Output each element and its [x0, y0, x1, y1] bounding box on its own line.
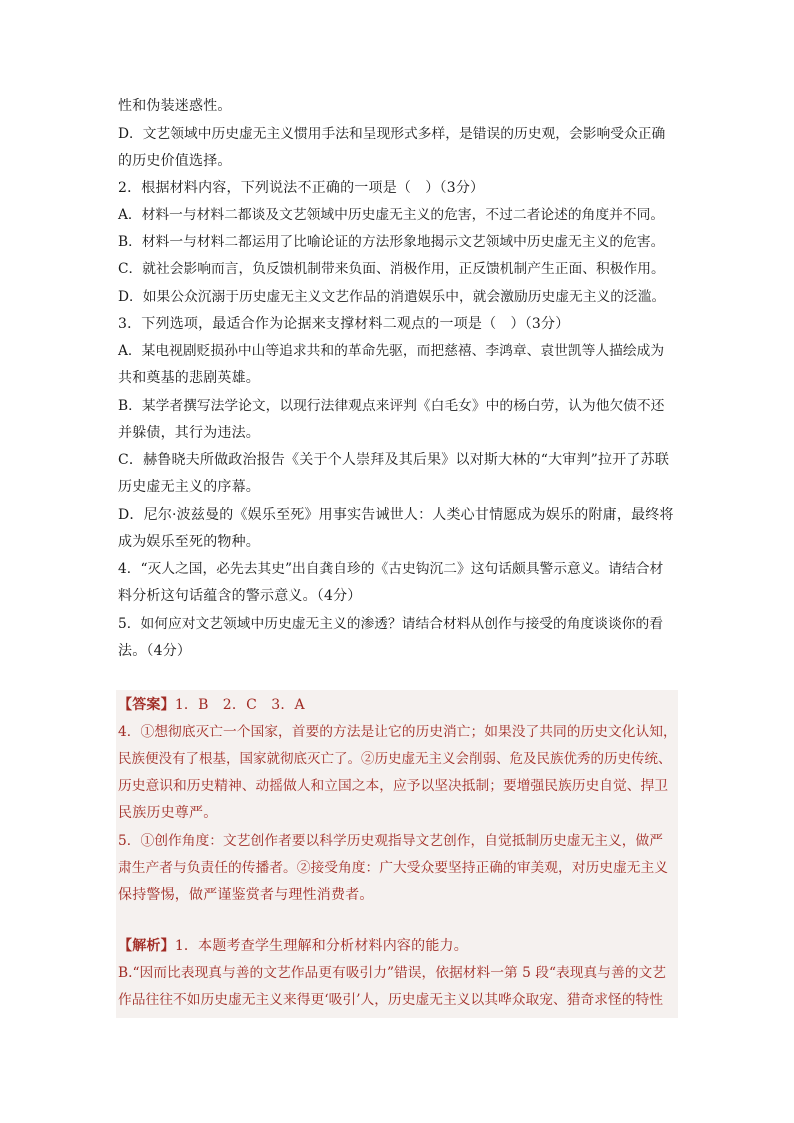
- question-3-option-b-cont: 并躲债，其行为违法。: [118, 425, 260, 441]
- analysis-tag: 【解析】: [118, 938, 175, 954]
- analysis-line: 作品往往不如历史虚无主义来得更‘吸引’人，历史虚无主义以其哗众取宠、猎奇求怪的特性: [118, 992, 663, 1008]
- answer-5-line: 5．①创作角度：文艺创作者要以科学历史观指导文艺创作，自觉抵制历史虚无主义，做严: [118, 833, 664, 849]
- question-3-option-a: A．某电视剧贬损孙中山等追求共和的革命先驱，而把慈禧、李鸿章、袁世凯等人描绘成为: [118, 343, 665, 359]
- answer-4-line: 民族便没有了根基，国家就彻底灭亡了。②历史虚无主义会削弱、危及民族优秀的历史传统、: [118, 751, 672, 767]
- question-2-option-c: C．就社会影响而言，负反馈机制带来负面、消极作用，正反馈机制产生正面、积极作用。: [118, 261, 665, 277]
- answer-choices-line: [118, 695, 678, 715]
- question-4-stem-cont: 料分析这句话蕴含的警示意义。（4分）: [118, 588, 362, 604]
- answer-tag: 【答案】: [118, 697, 175, 713]
- question-3-stem: 3．下列选项，最适合作为论据来支撑材料二观点的一项是（ ）（3分）: [118, 316, 570, 332]
- analysis-line: B.“因而比表现真与善的文艺作品更有吸引力”错误，依据材料一第 5 段“表现真与善的文艺: [118, 965, 667, 981]
- answer-choices: 1．B 2．C 3．A: [174, 697, 305, 713]
- answer-5-line: 保持警惕，做严谨鉴赏者与理性消费者。: [118, 887, 374, 903]
- question-4-stem: 4．“灭人之国，必先去其史”出自龚自珍的《古史钩沉二》这句话颇具警示意义。请结合材: [118, 561, 664, 577]
- question-3-option-b: B．某学者撰写法学论文，以现行法律观点来评判《白毛女》中的杨白劳，认为他欠债不还: [118, 398, 665, 414]
- analysis-first-line: [118, 936, 678, 956]
- question-option-line: D．文艺领域中历史虚无主义惯用手法和呈现形式多样，是错误的历史观，会影响受众正确: [118, 126, 666, 142]
- answer-4-line: 历史意识和历史精神、动摇做人和立国之本，应予以坚决抵制；要增强民族历史自觉、捍卫: [118, 778, 669, 794]
- answer-4-line: 4．①想彻底灭亡一个国家，首要的方法是让它的历史消亡；如果没了共同的历史文化认知，: [118, 724, 677, 740]
- question-3-option-c: C．赫鲁晓夫所做政治报告《关于个人崇拜及其后果》以对斯大林的“大审判”拉开了苏联: [118, 452, 670, 468]
- question-2-option-a: A．材料一与材料二都谈及文艺领域中历史虚无主义的危害，不过二者论述的角度并不同。: [118, 207, 665, 223]
- question-3-option-d-cont: 成为娱乐至死的物种。: [118, 534, 260, 550]
- question-5-stem: 5．如何应对文艺领域中历史虚无主义的渗透？请结合材料从创作与接受的角度谈谈你的看: [118, 616, 664, 632]
- question-3-option-d: D．尼尔·波兹曼的《娱乐至死》用事实告诫世人：人类心甘情愿成为娱乐的附庸，最终将: [118, 507, 674, 523]
- answer-5-line: 肃生产者与负责任的传播者。②接受角度：广大受众要坚持正确的审美观，对历史虚无主义: [118, 860, 669, 876]
- analysis-intro: 1．本题考查学生理解和分析材料内容的能力。: [174, 938, 468, 954]
- question-option-line: 的历史价值选择。: [118, 153, 232, 169]
- question-2-stem: 2．根据材料内容，下列说法不正确的一项是（ ）（3分）: [118, 180, 485, 196]
- answer-4-line: 民族历史尊严。: [118, 805, 218, 821]
- question-2-option-b: B．材料一与材料二都运用了比喻论证的方法形象地揭示文艺领域中历史虚无主义的危害。: [118, 234, 665, 250]
- question-text-line: 性和伪装迷惑性。: [118, 98, 232, 114]
- question-3-option-a-cont: 共和奠基的悲剧英雄。: [118, 370, 260, 386]
- question-3-option-c-cont: 历史虚无主义的序幕。: [118, 479, 260, 495]
- question-2-option-d: D．如果公众沉溺于历史虚无主义文艺作品的消遣娱乐中，就会激励历史虚无主义的泛滥。: [118, 289, 666, 305]
- question-5-stem-cont: 法。（4分）: [118, 643, 192, 659]
